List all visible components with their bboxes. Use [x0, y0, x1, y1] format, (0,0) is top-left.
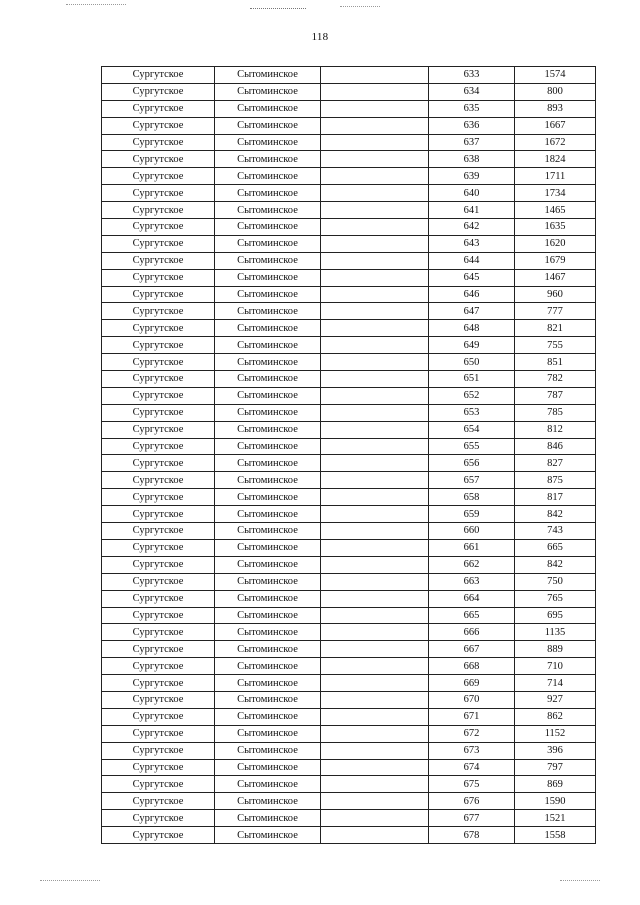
deposit-cell: Сытоминское — [215, 252, 321, 269]
blank-cell — [321, 810, 429, 827]
blank-cell — [321, 573, 429, 590]
blank-cell — [321, 185, 429, 202]
blank-cell — [321, 252, 429, 269]
number-cell: 638 — [429, 151, 515, 168]
value-cell: 1667 — [515, 117, 596, 134]
table-row — [102, 286, 596, 303]
blank-cell — [321, 776, 429, 793]
deposit-cell: Сытоминское — [215, 675, 321, 692]
field-cell: Сургутское — [102, 556, 215, 573]
blank-cell — [321, 168, 429, 185]
table-row — [102, 742, 596, 759]
number-cell: 637 — [429, 134, 515, 151]
blank-cell — [321, 286, 429, 303]
number-cell: 670 — [429, 691, 515, 708]
blank-cell — [321, 624, 429, 641]
number-cell: 664 — [429, 590, 515, 607]
deposit-cell: Сытоминское — [215, 337, 321, 354]
field-cell: Сургутское — [102, 387, 215, 404]
table-row — [102, 607, 596, 624]
value-cell: 842 — [515, 506, 596, 523]
deposit-cell: Сытоминское — [215, 506, 321, 523]
blank-cell — [321, 793, 429, 810]
deposit-cell: Сытоминское — [215, 810, 321, 827]
scan-artifact-top-right — [340, 6, 380, 8]
value-cell: 893 — [515, 100, 596, 117]
number-cell: 647 — [429, 303, 515, 320]
value-cell: 710 — [515, 658, 596, 675]
field-cell: Сургутское — [102, 506, 215, 523]
deposit-cell: Сытоминское — [215, 100, 321, 117]
value-cell: 1135 — [515, 624, 596, 641]
table-row — [102, 793, 596, 810]
blank-cell — [321, 421, 429, 438]
table-row — [102, 134, 596, 151]
blank-cell — [321, 438, 429, 455]
field-cell: Сургутское — [102, 252, 215, 269]
blank-cell — [321, 472, 429, 489]
value-cell: 1465 — [515, 202, 596, 219]
value-cell: 1574 — [515, 67, 596, 84]
field-cell: Сургутское — [102, 371, 215, 388]
number-cell: 649 — [429, 337, 515, 354]
deposit-cell: Сытоминское — [215, 556, 321, 573]
field-cell: Сургутское — [102, 117, 215, 134]
deposit-cell: Сытоминское — [215, 67, 321, 84]
value-cell: 1521 — [515, 810, 596, 827]
table-row — [102, 556, 596, 573]
blank-cell — [321, 67, 429, 84]
value-cell: 777 — [515, 303, 596, 320]
table-row — [102, 776, 596, 793]
value-cell: 960 — [515, 286, 596, 303]
field-cell: Сургутское — [102, 708, 215, 725]
field-cell: Сургутское — [102, 658, 215, 675]
field-cell: Сургутское — [102, 134, 215, 151]
number-cell: 634 — [429, 83, 515, 100]
field-cell: Сургутское — [102, 523, 215, 540]
field-cell: Сургутское — [102, 624, 215, 641]
table-row — [102, 489, 596, 506]
deposit-cell: Сытоминское — [215, 759, 321, 776]
number-cell: 650 — [429, 354, 515, 371]
blank-cell — [321, 83, 429, 100]
number-cell: 652 — [429, 387, 515, 404]
table-row — [102, 523, 596, 540]
blank-cell — [321, 117, 429, 134]
deposit-cell: Сытоминское — [215, 219, 321, 236]
blank-cell — [321, 708, 429, 725]
deposit-cell: Сытоминское — [215, 235, 321, 252]
table-row — [102, 438, 596, 455]
number-cell: 642 — [429, 219, 515, 236]
table-row — [102, 303, 596, 320]
field-cell: Сургутское — [102, 100, 215, 117]
field-cell: Сургутское — [102, 725, 215, 742]
deposit-cell: Сытоминское — [215, 269, 321, 286]
field-cell: Сургутское — [102, 269, 215, 286]
number-cell: 675 — [429, 776, 515, 793]
value-cell: 695 — [515, 607, 596, 624]
number-cell: 663 — [429, 573, 515, 590]
deposit-cell: Сытоминское — [215, 404, 321, 421]
blank-cell — [321, 590, 429, 607]
field-cell: Сургутское — [102, 827, 215, 844]
table-row — [102, 675, 596, 692]
deposit-cell: Сытоминское — [215, 742, 321, 759]
deposit-cell: Сытоминское — [215, 658, 321, 675]
value-cell: 396 — [515, 742, 596, 759]
value-cell: 889 — [515, 641, 596, 658]
scan-artifact-top-left — [66, 4, 126, 6]
blank-cell — [321, 742, 429, 759]
deposit-cell: Сытоминское — [215, 793, 321, 810]
value-cell: 1672 — [515, 134, 596, 151]
blank-cell — [321, 455, 429, 472]
field-cell: Сургутское — [102, 235, 215, 252]
number-cell: 665 — [429, 607, 515, 624]
blank-cell — [321, 100, 429, 117]
blank-cell — [321, 658, 429, 675]
table-row — [102, 320, 596, 337]
deposit-cell: Сытоминское — [215, 320, 321, 337]
value-cell: 714 — [515, 675, 596, 692]
blank-cell — [321, 320, 429, 337]
table-row — [102, 67, 596, 84]
table-row — [102, 202, 596, 219]
scan-artifact-top-center — [250, 8, 306, 10]
deposit-cell: Сытоминское — [215, 303, 321, 320]
number-cell: 641 — [429, 202, 515, 219]
table-row — [102, 252, 596, 269]
number-cell: 654 — [429, 421, 515, 438]
table-row — [102, 573, 596, 590]
blank-cell — [321, 303, 429, 320]
number-cell: 661 — [429, 539, 515, 556]
deposit-cell: Сытоминское — [215, 472, 321, 489]
field-cell: Сургутское — [102, 354, 215, 371]
field-cell: Сургутское — [102, 438, 215, 455]
blank-cell — [321, 269, 429, 286]
field-cell: Сургутское — [102, 67, 215, 84]
field-cell: Сургутское — [102, 641, 215, 658]
table-row — [102, 590, 596, 607]
deposit-cell: Сытоминское — [215, 776, 321, 793]
value-cell: 1711 — [515, 168, 596, 185]
value-cell: 862 — [515, 708, 596, 725]
blank-cell — [321, 337, 429, 354]
table-row — [102, 759, 596, 776]
deposit-cell: Сытоминское — [215, 573, 321, 590]
value-cell: 787 — [515, 387, 596, 404]
deposit-cell: Сытоминское — [215, 455, 321, 472]
number-cell: 659 — [429, 506, 515, 523]
table-row — [102, 100, 596, 117]
value-cell: 755 — [515, 337, 596, 354]
value-cell: 1824 — [515, 151, 596, 168]
value-cell: 1590 — [515, 793, 596, 810]
field-cell: Сургутское — [102, 675, 215, 692]
blank-cell — [321, 202, 429, 219]
deposit-cell: Сытоминское — [215, 691, 321, 708]
deposit-cell: Сытоминское — [215, 151, 321, 168]
number-cell: 657 — [429, 472, 515, 489]
table-row — [102, 624, 596, 641]
table-row — [102, 371, 596, 388]
value-cell: 817 — [515, 489, 596, 506]
number-cell: 666 — [429, 624, 515, 641]
deposit-cell: Сытоминское — [215, 489, 321, 506]
table-row — [102, 387, 596, 404]
number-cell: 660 — [429, 523, 515, 540]
blank-cell — [321, 556, 429, 573]
number-cell: 672 — [429, 725, 515, 742]
number-cell: 674 — [429, 759, 515, 776]
number-cell: 636 — [429, 117, 515, 134]
value-cell: 869 — [515, 776, 596, 793]
field-cell: Сургутское — [102, 185, 215, 202]
number-cell: 658 — [429, 489, 515, 506]
deposit-cell: Сытоминское — [215, 168, 321, 185]
number-cell: 651 — [429, 371, 515, 388]
blank-cell — [321, 725, 429, 742]
value-cell: 1635 — [515, 219, 596, 236]
value-cell: 827 — [515, 455, 596, 472]
blank-cell — [321, 134, 429, 151]
table-row — [102, 691, 596, 708]
field-cell: Сургутское — [102, 421, 215, 438]
table-row — [102, 455, 596, 472]
value-cell: 665 — [515, 539, 596, 556]
number-cell: 662 — [429, 556, 515, 573]
field-cell: Сургутское — [102, 320, 215, 337]
value-cell: 1558 — [515, 827, 596, 844]
deposit-cell: Сытоминское — [215, 523, 321, 540]
table-row — [102, 83, 596, 100]
field-cell: Сургутское — [102, 168, 215, 185]
deposit-cell: Сытоминское — [215, 202, 321, 219]
blank-cell — [321, 489, 429, 506]
number-cell: 633 — [429, 67, 515, 84]
table-row — [102, 506, 596, 523]
blank-cell — [321, 371, 429, 388]
table-row — [102, 827, 596, 844]
field-cell: Сургутское — [102, 607, 215, 624]
data-table — [101, 66, 596, 844]
number-cell: 671 — [429, 708, 515, 725]
deposit-cell: Сытоминское — [215, 286, 321, 303]
value-cell: 785 — [515, 404, 596, 421]
value-cell: 875 — [515, 472, 596, 489]
blank-cell — [321, 523, 429, 540]
field-cell: Сургутское — [102, 202, 215, 219]
number-cell: 639 — [429, 168, 515, 185]
blank-cell — [321, 404, 429, 421]
deposit-cell: Сытоминское — [215, 708, 321, 725]
value-cell: 927 — [515, 691, 596, 708]
field-cell: Сургутское — [102, 691, 215, 708]
table-row — [102, 354, 596, 371]
blank-cell — [321, 387, 429, 404]
blank-cell — [321, 151, 429, 168]
field-cell: Сургутское — [102, 455, 215, 472]
blank-cell — [321, 759, 429, 776]
field-cell: Сургутское — [102, 286, 215, 303]
field-cell: Сургутское — [102, 472, 215, 489]
number-cell: 676 — [429, 793, 515, 810]
value-cell: 821 — [515, 320, 596, 337]
deposit-cell: Сытоминское — [215, 624, 321, 641]
deposit-cell: Сытоминское — [215, 185, 321, 202]
field-cell: Сургутское — [102, 793, 215, 810]
value-cell: 765 — [515, 590, 596, 607]
deposit-cell: Сытоминское — [215, 725, 321, 742]
deposit-cell: Сытоминское — [215, 438, 321, 455]
number-cell: 643 — [429, 235, 515, 252]
table-row — [102, 658, 596, 675]
blank-cell — [321, 539, 429, 556]
number-cell: 648 — [429, 320, 515, 337]
deposit-cell: Сытоминское — [215, 607, 321, 624]
deposit-cell: Сытоминское — [215, 354, 321, 371]
field-cell: Сургутское — [102, 303, 215, 320]
table-row — [102, 235, 596, 252]
table-row — [102, 539, 596, 556]
deposit-cell: Сытоминское — [215, 387, 321, 404]
field-cell: Сургутское — [102, 539, 215, 556]
number-cell: 645 — [429, 269, 515, 286]
number-cell: 673 — [429, 742, 515, 759]
deposit-cell: Сытоминское — [215, 590, 321, 607]
blank-cell — [321, 641, 429, 658]
table-body — [102, 67, 596, 844]
deposit-cell: Сытоминское — [215, 539, 321, 556]
number-cell: 656 — [429, 455, 515, 472]
table-row — [102, 185, 596, 202]
field-cell: Сургутское — [102, 573, 215, 590]
deposit-cell: Сытоминское — [215, 83, 321, 100]
blank-cell — [321, 827, 429, 844]
table-row — [102, 269, 596, 286]
value-cell: 1679 — [515, 252, 596, 269]
deposit-cell: Сытоминское — [215, 117, 321, 134]
field-cell: Сургутское — [102, 590, 215, 607]
value-cell: 1620 — [515, 235, 596, 252]
field-cell: Сургутское — [102, 83, 215, 100]
value-cell: 851 — [515, 354, 596, 371]
page-number: 118 — [311, 31, 329, 43]
value-cell: 842 — [515, 556, 596, 573]
value-cell: 800 — [515, 83, 596, 100]
blank-cell — [321, 607, 429, 624]
blank-cell — [321, 506, 429, 523]
blank-cell — [321, 354, 429, 371]
number-cell: 646 — [429, 286, 515, 303]
value-cell: 1152 — [515, 725, 596, 742]
scan-artifact-bottom-left — [40, 880, 100, 882]
table-row — [102, 810, 596, 827]
number-cell: 669 — [429, 675, 515, 692]
value-cell: 1734 — [515, 185, 596, 202]
field-cell: Сургутское — [102, 776, 215, 793]
number-cell: 635 — [429, 100, 515, 117]
deposit-cell: Сытоминское — [215, 371, 321, 388]
table-row — [102, 472, 596, 489]
number-cell: 655 — [429, 438, 515, 455]
field-cell: Сургутское — [102, 742, 215, 759]
number-cell: 678 — [429, 827, 515, 844]
field-cell: Сургутское — [102, 810, 215, 827]
value-cell: 1467 — [515, 269, 596, 286]
table-row — [102, 404, 596, 421]
table-row — [102, 641, 596, 658]
number-cell: 653 — [429, 404, 515, 421]
scan-artifact-bottom-right — [560, 880, 600, 882]
value-cell: 743 — [515, 523, 596, 540]
table-row — [102, 337, 596, 354]
table-row — [102, 708, 596, 725]
number-cell: 677 — [429, 810, 515, 827]
blank-cell — [321, 675, 429, 692]
table-row — [102, 219, 596, 236]
field-cell: Сургутское — [102, 337, 215, 354]
blank-cell — [321, 691, 429, 708]
deposit-cell: Сытоминское — [215, 827, 321, 844]
field-cell: Сургутское — [102, 404, 215, 421]
field-cell: Сургутское — [102, 759, 215, 776]
table-row — [102, 168, 596, 185]
table-row — [102, 725, 596, 742]
value-cell: 812 — [515, 421, 596, 438]
value-cell: 782 — [515, 371, 596, 388]
field-cell: Сургутское — [102, 489, 215, 506]
value-cell: 846 — [515, 438, 596, 455]
blank-cell — [321, 235, 429, 252]
deposit-cell: Сытоминское — [215, 421, 321, 438]
blank-cell — [321, 219, 429, 236]
table-row — [102, 421, 596, 438]
table-row — [102, 117, 596, 134]
value-cell: 750 — [515, 573, 596, 590]
value-cell: 797 — [515, 759, 596, 776]
number-cell: 668 — [429, 658, 515, 675]
deposit-cell: Сытоминское — [215, 641, 321, 658]
field-cell: Сургутское — [102, 219, 215, 236]
number-cell: 667 — [429, 641, 515, 658]
deposit-cell: Сытоминское — [215, 134, 321, 151]
field-cell: Сургутское — [102, 151, 215, 168]
number-cell: 644 — [429, 252, 515, 269]
number-cell: 640 — [429, 185, 515, 202]
table-row — [102, 151, 596, 168]
